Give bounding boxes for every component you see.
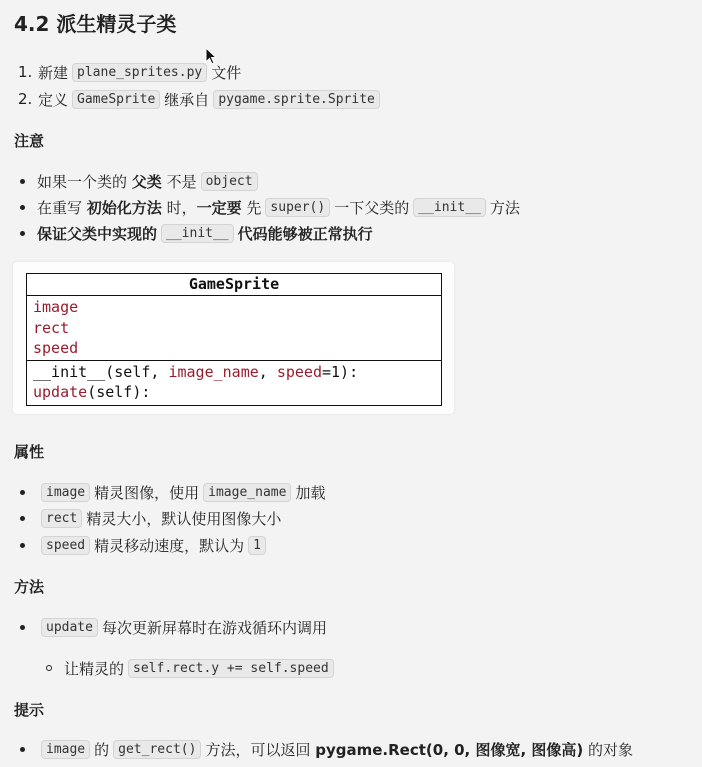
hollow-bullet-icon: [46, 665, 52, 671]
inline-code: rect: [41, 509, 82, 528]
inline-code: image: [41, 483, 90, 502]
uml-method-init: __init__(self, image_name, speed=1):: [33, 362, 359, 381]
inline-code: speed: [41, 536, 90, 555]
inline-code: update: [41, 618, 98, 637]
inline-code: super(): [265, 198, 330, 217]
inline-code: pygame.sprite.Sprite: [213, 90, 380, 109]
property-item-image: image 精灵图像，使用 image_name 加载: [20, 481, 325, 503]
section-heading-notice: 注意: [14, 132, 45, 150]
step-1: 1. 新建 plane_sprites.py 文件: [18, 63, 242, 82]
uml-attribute: speed: [33, 339, 79, 357]
bullet-icon: [20, 205, 25, 210]
method-item-update: update 每次更新屏幕时在游戏循环内调用: [20, 616, 327, 638]
inline-code: __init__: [413, 198, 486, 217]
section-heading-tips: 提示: [14, 701, 45, 719]
uml-attribute: image: [33, 298, 79, 316]
uml-method-update: update(self):: [33, 383, 151, 401]
page-title: 4.2 派生精灵子类: [14, 12, 177, 36]
property-item-rect: rect 精灵大小，默认使用图像大小: [20, 507, 281, 529]
inline-code: self.rect.y += self.speed: [128, 659, 334, 678]
uml-class-name: GameSprite: [27, 274, 441, 296]
inline-code: __init__: [161, 224, 234, 243]
uml-methods: [27, 361, 441, 405]
bullet-icon: [20, 625, 25, 630]
bullet-icon: [20, 543, 25, 548]
inline-code: GameSprite: [72, 90, 160, 109]
notice-item-3: 保证父类中实现的 __init__ 代码能够被正常执行: [20, 222, 373, 244]
uml-attributes: [27, 296, 441, 361]
inline-code: plane_sprites.py: [72, 63, 207, 82]
bullet-icon: [20, 516, 25, 521]
notice-item-1: 如果一个类的 父类 不是 object: [20, 170, 262, 192]
bullet-icon: [20, 490, 25, 495]
inline-code: get_rect(): [113, 740, 201, 759]
method-subitem: 让精灵的 self.rect.y += self.speed: [46, 657, 338, 679]
inline-code: object: [201, 172, 258, 191]
property-item-speed: speed 精灵移动速度，默认为 1: [20, 534, 270, 556]
tip-item: image 的 get_rect() 方法，可以返回 pygame.Rect(0, 0, 图像宽, 图像高) 的对象: [20, 738, 633, 760]
notice-item-2: 在重写 初始化方法 时， 一定要 先 super() 一下父类的 __init__ 方法: [20, 196, 520, 218]
uml-attribute: rect: [33, 318, 70, 337]
step-2: 2. 定义 GameSprite 继承自 pygame.sprite.Sprite: [18, 88, 384, 110]
section-heading-properties: 属性: [14, 443, 45, 461]
bullet-icon: [20, 747, 25, 752]
bullet-icon: [20, 231, 25, 236]
inline-code: 1: [248, 536, 266, 555]
section-heading-methods: 方法: [14, 578, 45, 596]
bullet-icon: [20, 179, 25, 184]
inline-code: image: [41, 740, 90, 759]
uml-class-box: [26, 273, 442, 406]
uml-diagram-card: [13, 262, 454, 414]
inline-code: image_name: [203, 483, 291, 502]
